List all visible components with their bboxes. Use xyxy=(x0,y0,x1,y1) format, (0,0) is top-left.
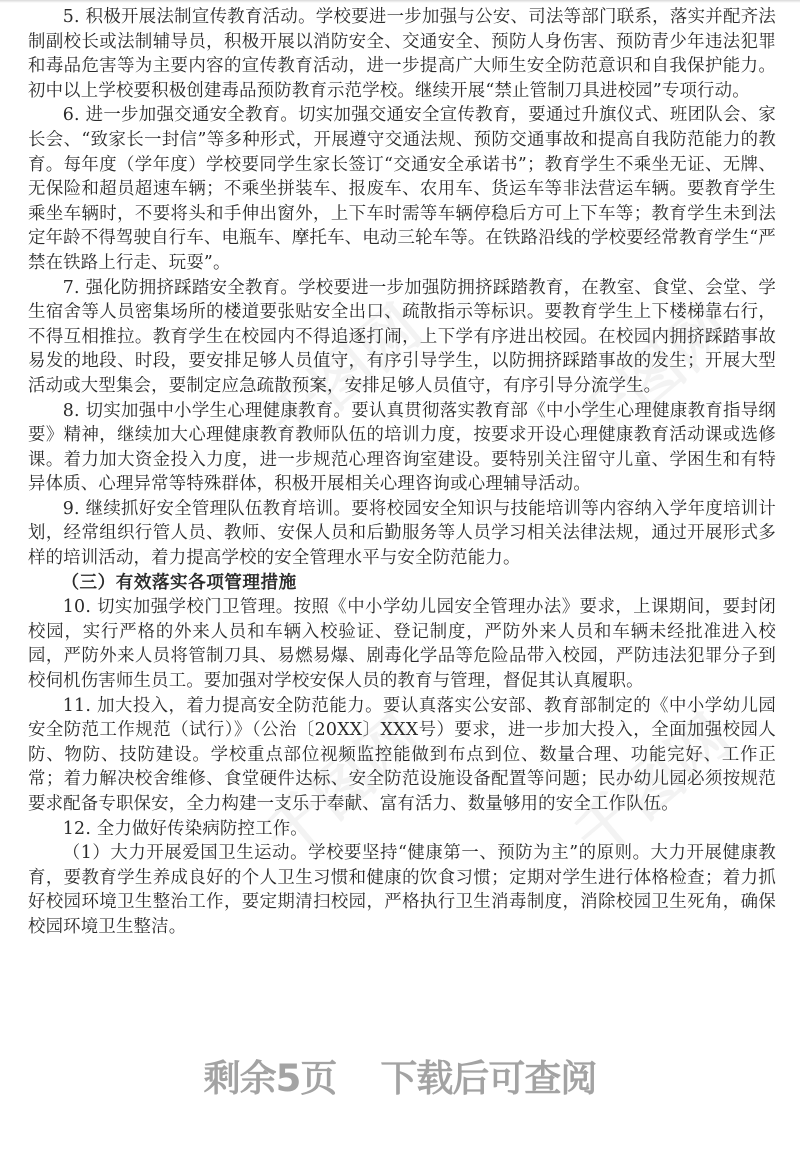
section-heading: （三）有效落实各项管理措施 xyxy=(61,572,297,593)
paragraph-item-6: 6. 进一步加强交通安全教育。切实加强交通安全宣传教育，要通过升旗仪式、班团队会、家长会、“致家长一封信”等多种形式，开展遵守交通法规、预防交通事故和提高自我防范能力的教育。每年度（学年度）学校要同学生家长签订“交通安全承诺书”；教育学生不乘坐无证、无牌、无保险和超员超速车辆；不乘坐拼装车、报废车、农用车、货运车等非法营运车辆。要教育学生乘坐车辆时，不要将头和手伸出窗外，上下车时需等车辆停稳后方可上下车等；教育学生未到法定年龄不得驾驶自行车、电瓶车、摩托车、电动三轮车等。在铁路沿线的学校要经常教育学生“严禁在铁路上行走、玩耍”。 xyxy=(28,105,776,273)
paragraph-item-8: 8. 切实加强中小学生心理健康教育。要认真贯彻落实教育部《中小学生心理健康教育指导纲要》精神，继续加大心理健康教育教师队伍的培训力度，按要求开设心理健康教育活动课或选修课。着力加大资金投入力度，进一步规范心理咨询室建设。要特别关注留守儿童、学困生和有特异体质、心理异常等特殊群体，积极开展相关心理咨询或心理辅导活动。 xyxy=(28,400,776,495)
paragraph-item-5: 5. 积极开展法制宣传教育活动。学校要进一步加强与公安、司法等部门联系，落实并配齐法制副校长或法制辅导员，积极开展以消防安全、交通安全、预防人身伤害、预防青少年违法犯罪和毒品危害等为主要内容的宣传教育活动，进一步提高广大师生安全防范意识和自我保护能力。初中以上学校要积极创建毒品预防教育示范学校。继续开展“禁止管制刀具进校园”专项行动。 xyxy=(28,7,776,101)
paragraph-item-7: 7. 强化防拥挤踩踏安全教育。学校要进一步加强防拥挤踩踏教育，在教室、食堂、会堂、学生宿舍等人员密集场所的楼道要张贴安全出口、疏散指示等标识。要教育学生上下楼梯靠右行，不得互相推拉。教育学生在校园内不得追逐打闹，上下学有序进出校园。在校园内拥挤踩踏事故易发的地段、时段，要安排足够人员值守，有序引导学生，以防拥挤踩踏事故的发生；开展大型活动或大型集会，要制定应急疏散预案，安排足够人员值守，有序引导分流学生。 xyxy=(28,277,776,396)
paragraph-item-10: 10. 切实加强学校门卫管理。按照《中小学幼儿园安全管理办法》要求，上课期间，要封闭校园，实行严格的外来人员和车辆入校验证、登记制度，严防外来人员和车辆未经批准进入校园，严防外来人员将管制刀具、易燃易爆、剧毒化学品等危险品带入校园，严防违法犯罪分子到校伺机伤害师生员工。要加强对学校安保人员的教育与管理，督促其认真履职。 xyxy=(28,597,776,692)
download-hint-label: 下载后可查阅 xyxy=(380,1057,597,1100)
document-body xyxy=(28,5,776,940)
download-more-banner[interactable] xyxy=(0,1048,800,1102)
top-edge-rule xyxy=(0,0,800,3)
paragraph-item-12-1: （1）大力开展爱国卫生运动。学校要坚持“健康第一、预防为主”的原则。大力开展健康教育，要教育学生养成良好的个人卫生习惯和健康的饮食习惯；定期对学生进行体格检查；着力抓好校园环境卫生整治工作，要定期清扫校园，严格执行卫生消毒制度，消除校园卫生死角，确保校园环境卫生整洁。 xyxy=(28,843,776,937)
remaining-pages-label: 剩余5页 xyxy=(203,1057,337,1100)
paragraph-item-11: 11. 加大投入，着力提高安全防范能力。要认真落实公安部、教育部制定的《中小学幼儿园安全防范工作规范（试行）》（公治〔20XX〕XXX号）要求，进一步加大投入，全面加强校园人防、物防、技防建设。学校重点部位视频监控能做到布点到位、数量合理、功能完好、工作正常；着力解决校舍维修、食堂硬件达标、安全防范设施设备配置等问题；民办幼儿园必须按规范要求配备专职保安，全力构建一支乐于奉献、富有活力、数量够用的安全工作队伍。 xyxy=(28,695,776,814)
watermark: 千图网 xyxy=(561,702,745,872)
paragraph-item-9: 9. 继续抓好安全管理队伍教育培训。要将校园安全知识与技能培训等内容纳入学年度培训计划，经常组织行管人员、教师、安保人员和后勤服务等人员学习相关法律法规，通过开展形式多样的培训活动，着力提高学校的安全管理水平与安全防范能力。 xyxy=(28,498,776,569)
watermark: 千图网 xyxy=(561,292,745,462)
paragraph-item-12: 12. 全力做好传染病防控工作。 xyxy=(62,818,308,839)
watermark: 千图网 xyxy=(251,292,435,462)
watermark: 千图网 xyxy=(251,702,435,872)
